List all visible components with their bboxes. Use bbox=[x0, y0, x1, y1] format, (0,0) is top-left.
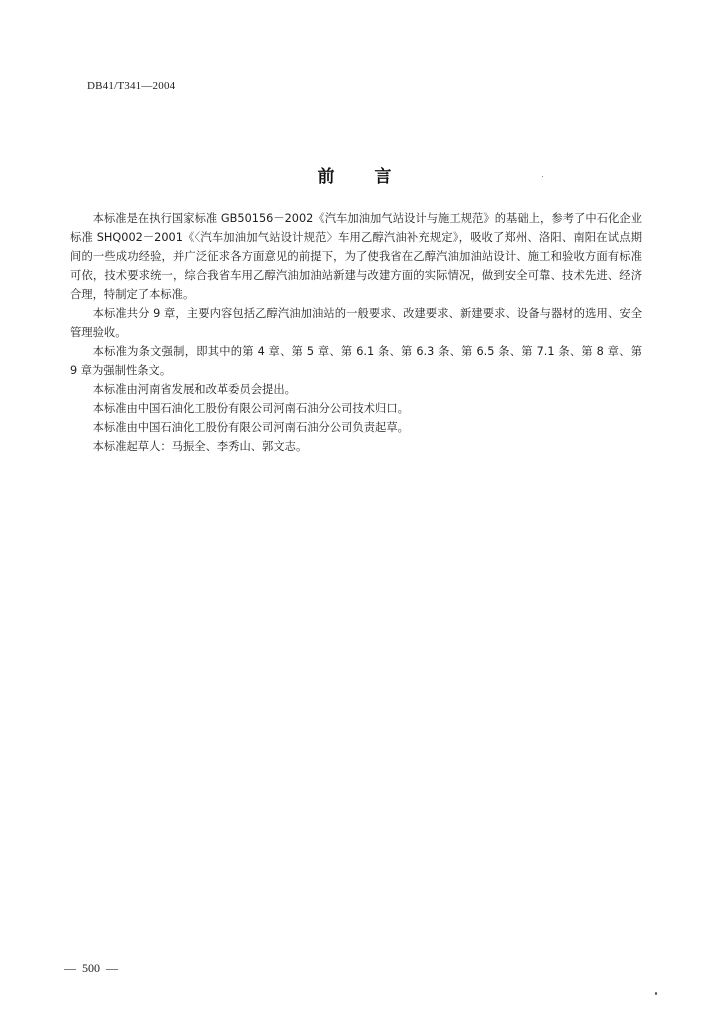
page-title-char-2: 言 bbox=[374, 167, 392, 187]
paragraph-drafter-org: 本标准由中国石油化工股份有限公司河南石油分公司负责起草。 bbox=[92, 421, 409, 434]
page-number: — 500 — bbox=[64, 961, 118, 975]
foreword-body bbox=[70, 209, 642, 456]
scan-speck bbox=[655, 992, 657, 995]
paragraph-proposer: 本标准由河南省发展和改革委员会提出。 bbox=[92, 383, 296, 396]
paragraph-mandatory: 本标准为条文强制，即其中的第 4 章、第 5 章、第 6.1 条、第 6.3 条、第 6.5 条、第 7.1 条、第 8 章、第 9 章为强制性条文。 bbox=[70, 345, 642, 377]
page-title-char-1: 前 bbox=[317, 167, 335, 187]
page-title bbox=[0, 162, 709, 187]
paragraph-administrator: 本标准由中国石油化工股份有限公司河南石油分公司技术归口。 bbox=[92, 402, 409, 415]
paragraph-drafters: 本标准起草人：马振全、李秀山、郭文志。 bbox=[92, 440, 308, 453]
document-code: DB41/T341—2004 bbox=[87, 80, 176, 92]
paragraph-intro: 本标准是在执行国家标准 GB50156－2002《汽车加油加气站设计与施工规范》的基础上，参考了中石化企业标准 SHQ002－2001《〈汽车加油加气站设计规范〉车用乙醇汽油补充规定》，吸收了郑州、洛阳、南阳在试点期间的一些成功经验，并广泛征求各方面意见的前提下，为了使我省在乙醇汽油加油站设计、施工和验收方面有标准可依，技术要求统一，综合我省车用乙醇汽油加油站新建与改建方面的实际情况，做到安全可靠、技术先进、经济合理，特制定了本标准。 bbox=[70, 212, 642, 301]
paragraph-structure: 本标准共分 9 章，主要内容包括乙醇汽油加油站的一般要求、改建要求、新建要求、设备与器材的选用、安全管理验收。 bbox=[70, 307, 642, 339]
scan-speck bbox=[542, 176, 543, 177]
